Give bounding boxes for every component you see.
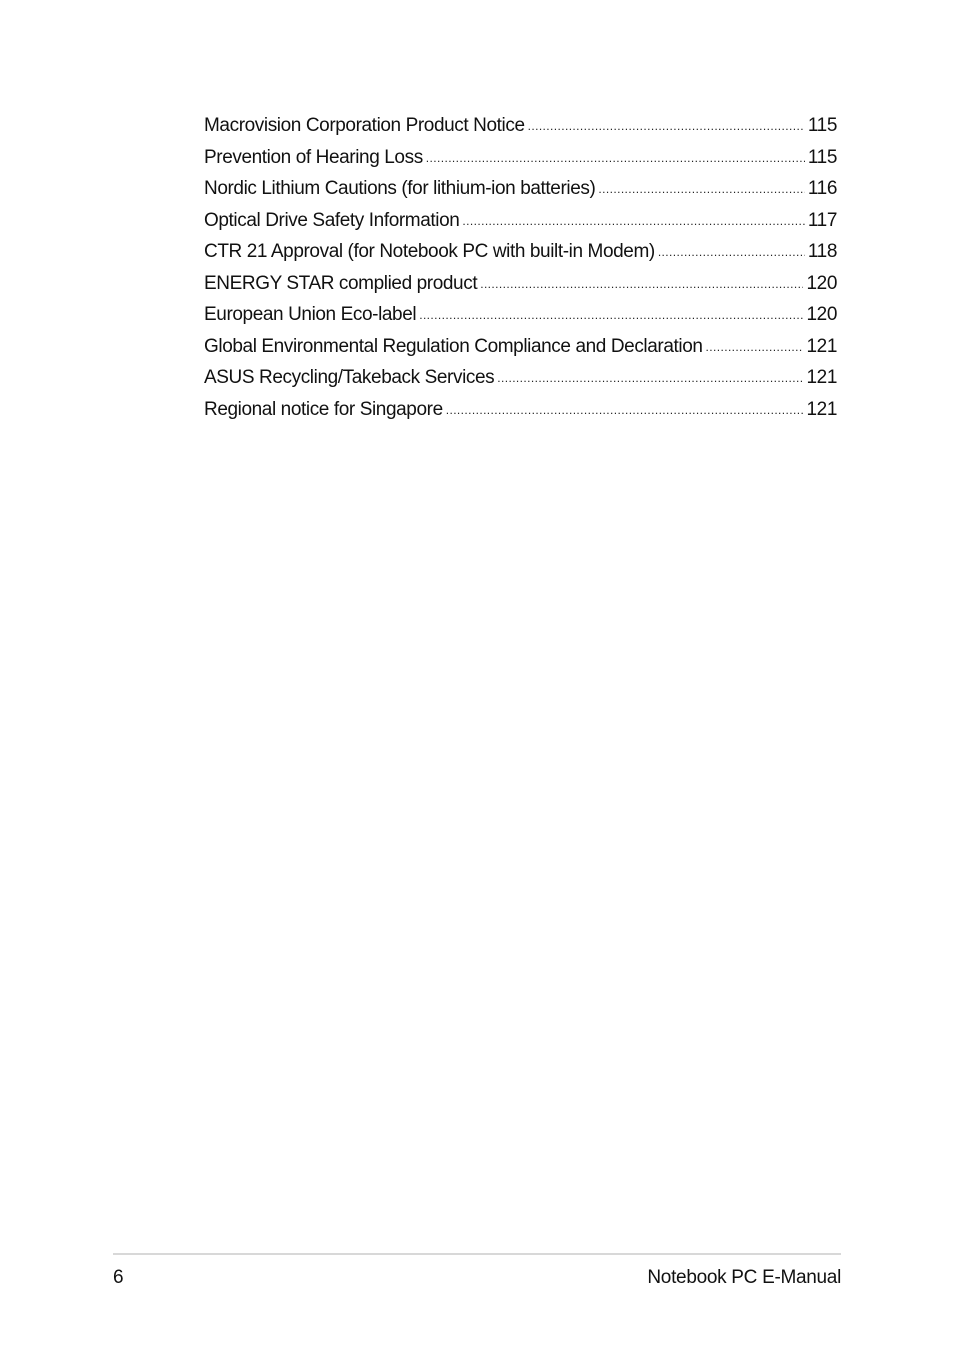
toc-entry[interactable] (204, 268, 837, 300)
dot-leader (419, 300, 803, 332)
toc-entry-title: Prevention of Hearing Loss (204, 146, 423, 168)
toc-entry-page: 116 (807, 178, 837, 199)
toc-entry[interactable] (204, 362, 837, 394)
toc-entry-page: 118 (807, 241, 837, 262)
toc-entry[interactable] (204, 299, 837, 331)
toc-entry-page: 117 (807, 209, 837, 231)
dot-leader (462, 206, 804, 238)
toc-entry-title: European Union Eco-label (204, 304, 417, 325)
toc-entry[interactable] (204, 110, 837, 142)
toc-entry-page: 115 (807, 146, 837, 168)
toc-entry[interactable] (204, 205, 837, 237)
dot-leader (706, 332, 804, 364)
toc-entry-title: CTR 21 Approval (for Notebook PC with built-in Modem) (204, 241, 655, 262)
dot-leader (497, 363, 803, 395)
dot-leader (528, 111, 805, 143)
toc-entry-title: ENERGY STAR complied product (204, 272, 478, 294)
toc-entry-title: Optical Drive Safety Information (204, 209, 460, 231)
toc-entry-title: Macrovision Corporation Product Notice (204, 115, 525, 136)
toc-entry-page: 121 (806, 398, 837, 420)
table-of-contents (204, 110, 837, 425)
dot-leader (598, 174, 804, 206)
toc-entry-title: Regional notice for Singapore (204, 398, 443, 420)
dot-leader (446, 395, 804, 427)
toc-entry-title: ASUS Recycling/Takeback Services (204, 367, 495, 388)
toc-entry[interactable] (204, 394, 837, 426)
toc-entry-title: Global Environmental Regulation Compliance and Declaration (204, 335, 703, 357)
toc-entry-page: 121 (806, 367, 837, 388)
toc-entry[interactable] (204, 236, 837, 268)
toc-entry-page: 120 (806, 304, 837, 325)
dot-leader (480, 269, 803, 301)
footer-document-title: Notebook PC E-Manual (647, 1267, 841, 1288)
toc-entry[interactable] (204, 331, 837, 363)
toc-entry-page: 120 (806, 272, 837, 294)
dot-leader (658, 237, 805, 269)
toc-entry[interactable] (204, 142, 837, 174)
footer-page-number: 6 (113, 1267, 124, 1288)
toc-entry[interactable] (204, 173, 837, 205)
toc-entry-page: 121 (806, 335, 837, 357)
footer-divider (113, 1253, 841, 1255)
toc-entry-page: 115 (807, 115, 837, 136)
toc-entry-title: Nordic Lithium Cautions (for lithium-ion batteries) (204, 178, 596, 199)
dot-leader (426, 143, 805, 175)
